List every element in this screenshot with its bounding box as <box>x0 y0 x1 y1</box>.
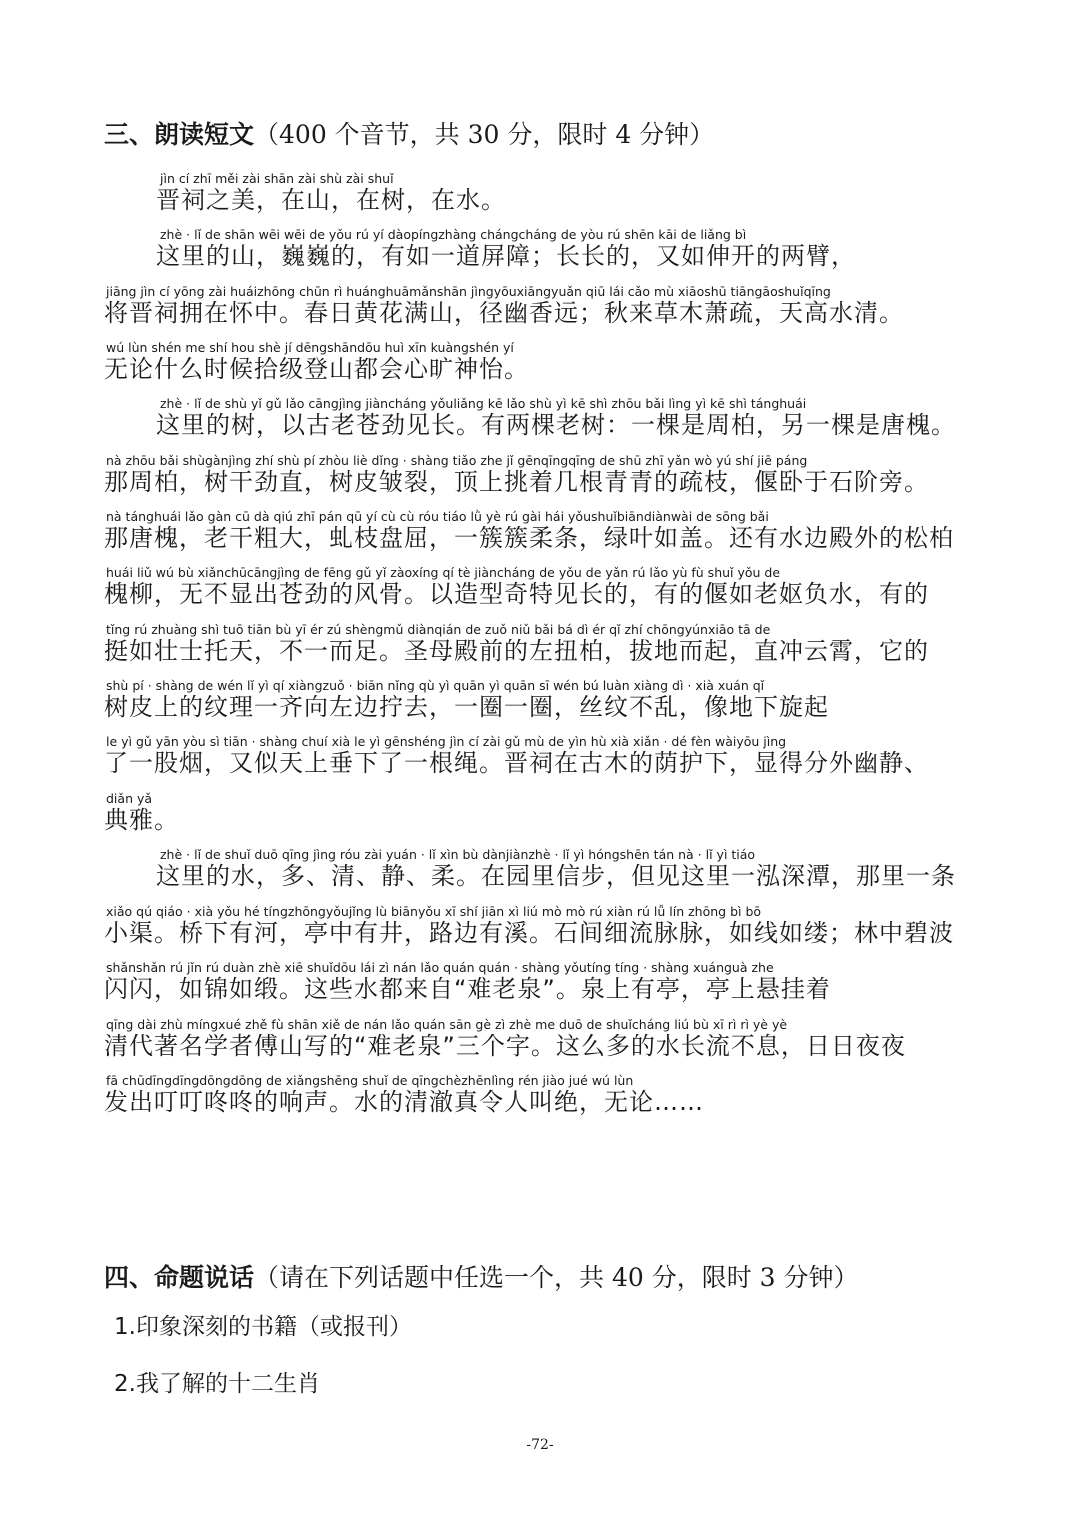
topic-item: 1.印象深刻的书籍（或报刊） <box>114 1314 412 1340</box>
topic-item: 2.我了解的十二生肖 <box>114 1371 320 1397</box>
pinyin-line: zhè · lǐ de shuǐ duō qīng jìng róu zài yuán · lǐ xìn bù dànjiànzhè · lǐ yì hóngshēn tán nà · lǐ yì tiáo <box>160 847 756 862</box>
section-3-title: 三、朗读短文 <box>104 120 255 149</box>
passage-line: 典雅。 <box>104 806 179 834</box>
passage-line: 将晋祠拥在怀中。春日黄花满山，径幽香远；秋来草木萧疏，天高水清。 <box>104 299 904 327</box>
passage-line: 清代著名学者傅山写的“难老泉”三个字。这么多的水长流不息，日日夜夜 <box>104 1032 906 1060</box>
passage-line: 这里的水，多、清、静、柔。在园里信步，但见这里一泓深潭，那里一条 <box>156 862 956 890</box>
pinyin-line: xiǎo qú qiáo · xià yǒu hé tíngzhōngyǒujǐng lù biānyǒu xī shí jiān xì liú mò mò rú xiàn rú lǚ lín zhōng bì bō <box>106 904 762 919</box>
pinyin-line: huái liǔ wú bù xiǎnchūcāngjìng de fēng gǔ yǐ zàoxíng qí tè jiàncháng de yǒu de yǎn rú lǎo yù fù shuǐ yǒu de <box>106 565 781 580</box>
pinyin-line: le yì gǔ yān yòu sì tiān · shàng chuí xià le yì gēnshéng jìn cí zài gǔ mù de yìn hù xià xiǎn · dé fèn wàiyōu jìng <box>106 734 787 749</box>
passage-line: 了一股烟，又似天上垂下了一根绳。晋祠在古木的荫护下，显得分外幽静、 <box>104 749 929 777</box>
passage-line: 无论什么时候拾级登山都会心旷神怡。 <box>104 355 529 383</box>
passage-line: 晋祠之美，在山，在树，在水。 <box>156 186 506 214</box>
passage-line: 闪闪，如锦如缎。这些水都来自“难老泉”。泉上有亭，亭上悬挂着 <box>104 975 831 1003</box>
pinyin-line: jìn cí zhī měi zài shān zài shù zài shuǐ <box>160 171 394 186</box>
section-4-heading <box>104 1263 859 1293</box>
pinyin-line: diǎn yǎ <box>106 791 153 806</box>
passage-line: 这里的树，以古老苍劲见长。有两棵老树：一棵是周柏，另一棵是唐槐。 <box>156 411 956 439</box>
pinyin-line: nà zhōu bǎi shùgànjìng zhí shù pí zhòu liè dǐng · shàng tiǎo zhe jǐ gēnqīngqīng de shū zhī yǎn wò yú shí jiē páng <box>106 453 808 468</box>
pinyin-line: qīng dài zhù míngxué zhě fù shān xiě de nán lǎo quán sān gè zì zhè me duō de shuǐcháng liú bù xī rì rì yè yè <box>106 1017 788 1032</box>
pinyin-line: shù pí · shàng de wén lǐ yì qí xiàngzuǒ · biān nǐng qù yì quān yì quān sī wén bú luàn xiàng dì · xià xuán qǐ <box>106 678 765 693</box>
passage-line: 那唐槐，老干粗大，虬枝盘屈，一簇簇柔条，绿叶如盖。还有水边殿外的松柏 <box>104 524 954 552</box>
section-3-heading <box>104 120 714 150</box>
pinyin-line: shǎnshǎn rú jǐn rú duàn zhè xiē shuǐdōu lái zì nán lǎo quán quán · shàng yǒutíng tíng · shàng xuánguà zhe <box>106 960 774 975</box>
pinyin-line: nà tánghuái lǎo gàn cū dà qiú zhī pán qū yí cù cù róu tiáo lǜ yè rú gài hái yǒushuǐbiāndiànwài de sōng bǎi <box>106 509 769 524</box>
page-number: -72- <box>526 1437 554 1453</box>
pinyin-line: jiāng jìn cí yōng zài huáizhōng chūn rì huánghuāmǎnshān jìngyōuxiāngyuǎn qiū lái cǎo mù xiāoshū tiāngāoshuǐqīng <box>106 284 831 299</box>
section-4-note: （请在下列话题中任选一个，共 40 分，限时 3 分钟） <box>254 1263 859 1292</box>
passage-line: 挺如壮士托天，不一而足。圣母殿前的左扭柏，拔地而起，直冲云霄，它的 <box>104 637 929 665</box>
passage-line: 树皮上的纹理一齐向左边拧去，一圈一圈，丝纹不乱，像地下旋起 <box>104 693 829 721</box>
passage-line: 槐柳，无不显出苍劲的风骨。以造型奇特见长的，有的偃如老妪负水，有的 <box>104 580 929 608</box>
pinyin-line: zhè · lǐ de shān wēi wēi de yǒu rú yí dàopíngzhàng chángcháng de yòu rú shēn kāi de liǎng bì <box>160 227 747 242</box>
passage-line: 小渠。桥下有河，亭中有井，路边有溪。石间细流脉脉，如线如缕；林中碧波 <box>104 919 954 947</box>
pinyin-line: tǐng rú zhuàng shì tuō tiān bù yī ér zú shèngmǔ diànqián de zuǒ niǔ bǎi bá dì ér qǐ zhí chōngyúnxiāo tā de <box>106 622 771 637</box>
passage-line: 发出叮叮咚咚的响声。水的清澈真令人叫绝，无论…… <box>104 1088 704 1116</box>
pinyin-line: zhè · lǐ de shù yǐ gǔ lǎo cāngjìng jiàncháng yǒuliǎng kē lǎo shù yì kē shì zhōu bǎi lìng yì kē shì tánghuái <box>160 396 807 411</box>
pinyin-line: fā chūdīngdīngdōngdōng de xiǎngshēng shuǐ de qīngchèzhēnlìng rén jiào jué wú lùn <box>106 1073 634 1088</box>
passage-line: 那周柏，树干劲直，树皮皱裂，顶上挑着几根青青的疏枝，偃卧于石阶旁。 <box>104 468 929 496</box>
pinyin-line: wú lùn shén me shí hou shè jí dēngshāndōu huì xīn kuàngshén yí <box>106 340 514 355</box>
section-3-note: （400 个音节，共 30 分，限时 4 分钟） <box>254 120 715 149</box>
section-4-title: 四、命题说话 <box>104 1263 255 1292</box>
passage-line: 这里的山，巍巍的，有如一道屏障；长长的，又如伸开的两臂， <box>156 242 856 270</box>
